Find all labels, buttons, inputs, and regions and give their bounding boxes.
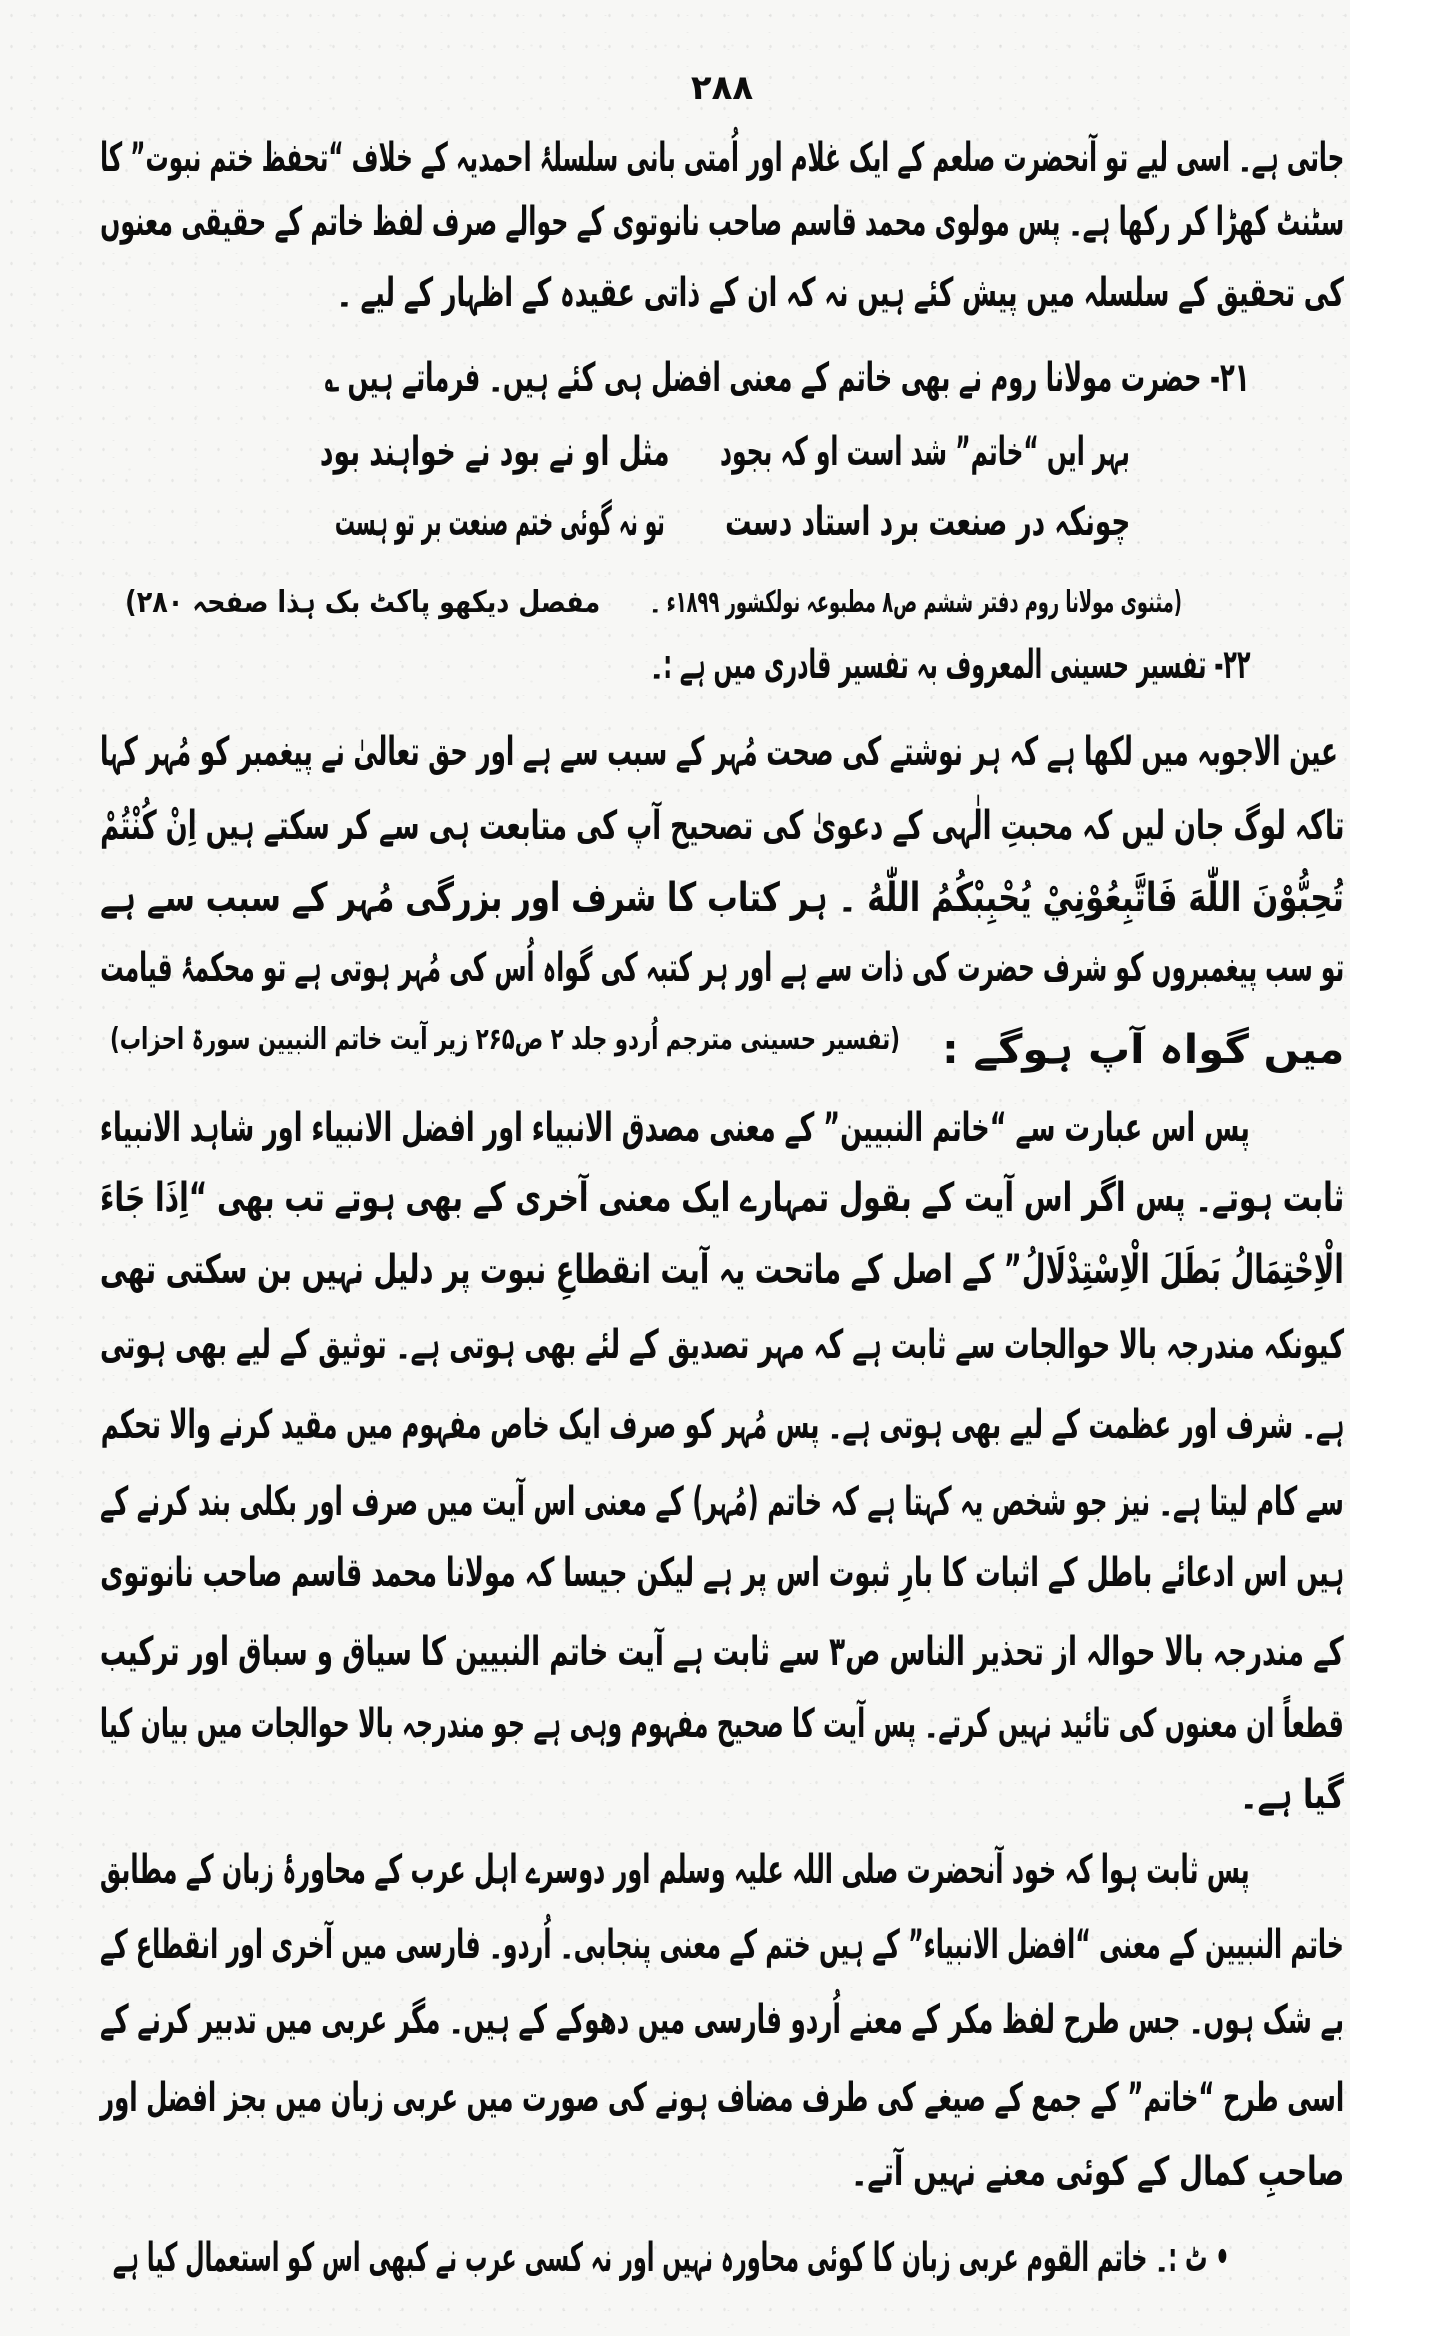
verse-text: بہر ایں “خاتم” شد است او کہ بجود	[720, 429, 1130, 475]
text-line	[100, 933, 1344, 1003]
line-text: اسی طرح “خاتم” کے جمع کے صیغے کی طرف مضاف ہونے کی صورت میں عربی زبان میں بجز افضل اور	[99, 2075, 1344, 2121]
text-line	[100, 1390, 1344, 1460]
text-line	[851, 2137, 1344, 2207]
line-text: ثابت ہوتے۔ پس اگر اس آیت کے بقول تمہارے ایک معنی آخری کے بھی ہوتے تب بھی “اِذَا جَاءَ	[99, 1175, 1344, 1221]
line-text: عین الاجوبہ میں لکھا ہے کہ ہر نوشتے کی صحت مُہر کے سبب سے ہے اور حق تعالیٰ نے پیغمبر کو مُہر کہا	[100, 729, 1338, 775]
line-text: پس ثابت ہوا کہ خود آنحضرت صلی اللہ علیہ وسلم اور دوسرے اہل عرب کے محاورۂ زبان کے مطابق	[100, 1847, 1250, 1893]
line-text: الْاِحْتِمَالُ بَطَلَ الْاِسْتِدْلَالُ” کے اصل کے ماتحت یہ آیت انقطاعِ نبوت پر دلیل نہیں بن سکتی تھی	[100, 1247, 1344, 1293]
citation	[110, 1005, 900, 1075]
line-text: ۲۱- حضرت مولانا روم نے بھی خاتم کے معنی افضل ہی کئے ہیں۔ فرماتے ہیں ؎	[325, 355, 1250, 401]
line-text: جاتی ہے۔ اسی لیے تو آنحضرت صلعم کے ایک غلام اور اُمتی بانی سلسلۂ احمدیہ کے خلاف “تحفظ ختم نبوت” کا	[99, 135, 1344, 181]
text-line	[100, 1093, 1250, 1163]
line-text: کی تحقیق کے سلسلہ میں پیش کئے ہیں نہ کہ ان کے ذاتی عقیدہ کے اظہار کے لیے ۔	[337, 270, 1344, 316]
line-text: ۲۲- تفسیر حسینی المعروف بہ تفسیر قادری میں ہے :۔	[649, 642, 1250, 688]
citation	[125, 568, 600, 638]
verse-text: چونکہ در صنعت برد استاد دست	[724, 499, 1130, 545]
citation	[650, 568, 1182, 638]
text-line	[100, 1163, 1344, 1233]
citation-text: مفصل دیکھو پاکٹ بک ہذا صفحہ ۲۸۰)	[124, 585, 600, 620]
line-text: گیا ہے۔	[1240, 1772, 1344, 1818]
citation-text: (مثنوی مولانا روم دفتر ششم ص۸ مطبوعہ نولکشور ۱۸۹۹ء ۔	[650, 585, 1182, 620]
line-text: قطعاً ان معنوں کی تائید نہیں کرتے۔ پس آیت کا صحیح مفہوم وہی ہے جو مندرجہ بالا حوالجات میں بیان کیا	[100, 1701, 1344, 1747]
line-text: بے شک ہوں۔ جس طرح لفظ مکر کے معنے اُردو فارسی میں دھوکے کے ہیں۔ مگر عربی میں تدبیر کرنے کے	[99, 1997, 1344, 2043]
text-line	[100, 187, 1344, 257]
line-text: کیونکہ مندرجہ بالا حوالجات سے ثابت ہے کہ مہر تصدیق کے لئے بھی ہوتی ہے۔ توثیق کے لیے بھی ہوتی	[100, 1322, 1344, 1368]
page-number: ۲۸۸	[690, 68, 754, 108]
text-line	[337, 258, 1344, 328]
line-text: تُحِبُّوْنَ اللّٰهَ فَاتَّبِعُوْنِيْ يُحْبِبْكُمُ اللّٰهُ ۔ ہر کتاب کا شرف اور بزرگی مُہر کے سبب سے ہے	[100, 875, 1344, 921]
verse-hemistich	[725, 487, 1130, 557]
line-text: ہیں اس ادعائے باطل کے اثبات کا بارِ ثبوت اس پر ہے لیکن جیسا کہ مولانا محمد قاسم صاحب نانوتوی	[99, 1550, 1344, 1596]
text-line	[100, 1910, 1344, 1980]
verse-hemistich	[720, 417, 1130, 487]
text-line	[100, 123, 1344, 193]
text-line	[100, 1835, 1250, 1905]
text-line	[100, 1689, 1344, 1759]
numbered-item-heading	[325, 343, 1250, 413]
text-line	[100, 1235, 1344, 1305]
line-text: سٹنٹ کھڑا کر رکھا ہے۔ پس مولوی محمد قاسم صاحب نانوتوی کے حوالے صرف لفظ خاتم کے حقیقی معنوں	[99, 199, 1344, 245]
line-text: تاکہ لوگ جان لیں کہ محبتِ الٰہی کے دعویٰ کی تصحیح آپ کی متابعت ہی سے کر سکتے ہیں اِنْ كُنْتُمْ	[99, 803, 1344, 849]
line-text: کے مندرجہ بالا حوالہ از تحذیر الناس ص۳ سے ثابت ہے آیت خاتم النبیین کا سیاق و سباق اور ترکیب	[100, 1629, 1344, 1675]
verse-hemistich	[335, 487, 665, 557]
numbered-item-heading	[650, 630, 1250, 700]
line-text: سے کام لیتا ہے۔ نیز جو شخص یہ کہتا ہے کہ خاتم (مُہر) کے معنی اس آیت میں صرف اور بکلی بند کرنے کے	[100, 1479, 1344, 1525]
line-text: • ٹ :۔ خاتم القوم عربی زبان کا کوئی محاورہ نہیں اور نہ کسی عرب نے کبھی اس کو استعمال کیا ہے	[113, 2235, 1230, 2281]
verse-text: تو نہ گوئی ختم صنعت بر تو ہست	[335, 499, 665, 545]
text-line	[1240, 1760, 1344, 1830]
footnote-line	[113, 2223, 1230, 2293]
verse-hemistich	[320, 417, 670, 487]
line-text: صاحبِ کمال کے کوئی معنے نہیں آتے۔	[850, 2149, 1344, 2195]
text-line	[100, 1310, 1344, 1380]
text-line	[942, 1015, 1344, 1085]
line-text: ہے۔ شرف اور عظمت کے لیے بھی ہوتی ہے۔ پس مُہر کو صرف ایک خاص مفہوم میں مقید کرنے والا تحکم	[100, 1402, 1344, 1448]
line-text: خاتم النبیین کے معنی “افضل الانبیاء” کے ہیں ختم کے معنی پنجابی۔ اُردو۔ فارسی میں آخری اور انقطاع کے	[100, 1922, 1344, 1968]
quranic-verse-line	[100, 863, 1344, 933]
text-line	[100, 1985, 1344, 2055]
text-line	[100, 717, 1338, 787]
text-line	[100, 791, 1344, 861]
text-line	[100, 1538, 1344, 1608]
text-line	[100, 1467, 1344, 1537]
text-line	[100, 2063, 1344, 2133]
line-text: تو سب پیغمبروں کو شرف حضرت کی ذات سے ہے اور ہر کتبہ کی گواہ اُس کی مُہر ہوتی ہے تو محکمۂ قیامت	[99, 945, 1344, 991]
verse-text: مثل او نے بود نے خواہند بود	[320, 429, 670, 475]
line-text: پس اس عبارت سے “خاتم النبیین” کے معنی مصدق الانبیاء اور افضل الانبیاء اور شاہد الانبیاء	[100, 1105, 1250, 1151]
citation-text: (تفسیر حسینی مترجم اُردو جلد ۲ ص۲۶۵ زیر آیت خاتم النبیین سورۃ احزاب)	[110, 1022, 900, 1057]
text-line	[100, 1617, 1344, 1687]
line-text: میں گواہ آپ ہوگے :	[941, 1027, 1344, 1073]
